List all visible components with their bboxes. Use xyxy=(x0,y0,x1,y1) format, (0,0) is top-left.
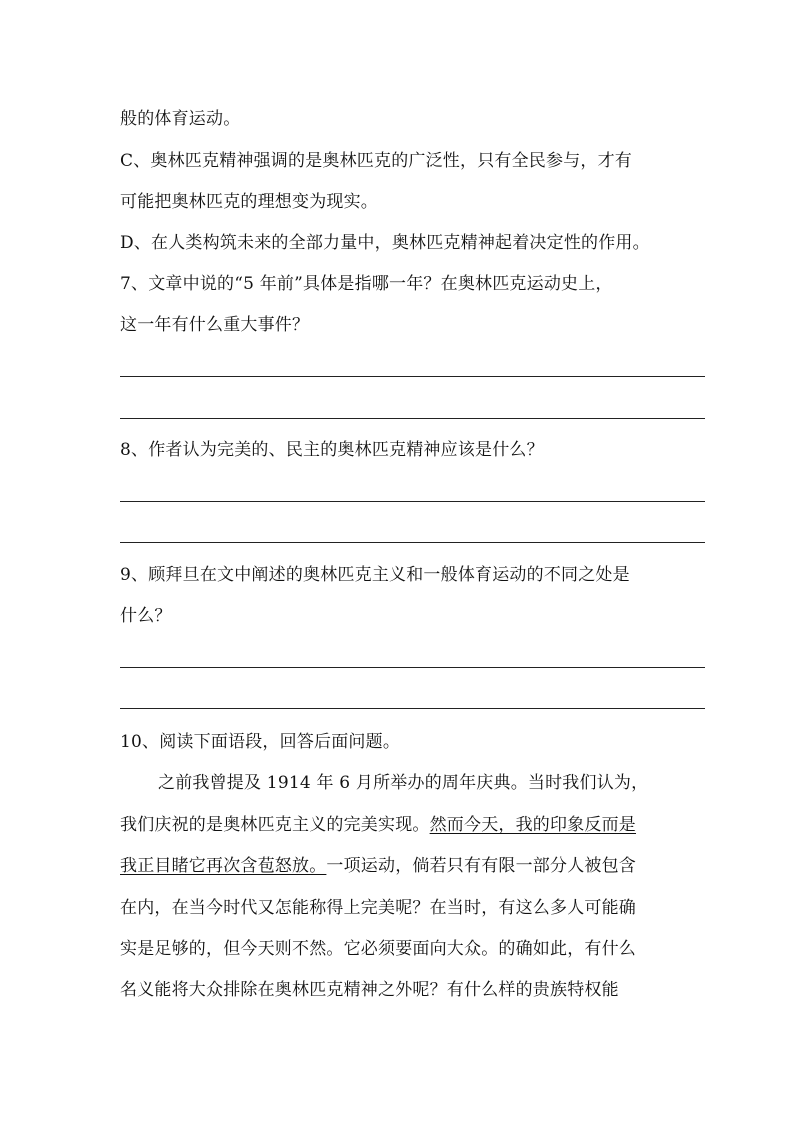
passage-line-5: 实是足够的，但今天则不然。它必须要面向大众。的确如此，有什么 xyxy=(120,939,636,959)
answer-line-q8-2[interactable] xyxy=(120,542,705,543)
text-line: 般的体育运动。 xyxy=(120,109,241,129)
answer-line-q7-2[interactable] xyxy=(120,418,705,419)
passage-line-2-text: 我们庆祝的是奥林匹克主义的完美实现。 xyxy=(120,815,430,835)
option-c-line-1: C、奥林匹克精神强调的是奥林匹克的广泛性，只有全民参与，才有 xyxy=(120,151,633,171)
passage-line-3-text: 一项运动，倘若只有有限一部分人被包含 xyxy=(326,856,637,876)
question-8: 8、作者认为完美的、民主的奥林匹克精神应该是什么？ xyxy=(120,440,544,460)
underlined-sentence-part-2: 我正目睹它再次含苞怒放。 xyxy=(120,856,327,876)
answer-line-q9-1[interactable] xyxy=(120,667,705,668)
passage-line-3 xyxy=(120,855,636,877)
answer-line-q7-1[interactable] xyxy=(120,376,705,377)
answer-line-q8-1[interactable] xyxy=(120,501,705,502)
passage-line-4: 在内，在当今时代又怎能称得上完美呢？在当时，有这么多人可能确 xyxy=(120,898,636,918)
passage-line-2 xyxy=(120,814,636,836)
question-7-line-2: 这一年有什么重大事件？ xyxy=(120,315,310,335)
question-10: 10、阅读下面语段，回答后面问题。 xyxy=(120,732,401,752)
passage-line-6: 名义能将大众排除在奥林匹克精神之外呢？有什么样的贵族特权能 xyxy=(120,980,619,1000)
option-d-line: D、在人类构筑未来的全部力量中，奥林匹克精神起着决定性的作用。 xyxy=(120,233,650,253)
question-9-line-1: 9、顾拜旦在文中阐述的奥林匹克主义和一般体育运动的不同之处是 xyxy=(120,565,630,585)
option-c-line-2: 可能把奥林匹克的理想变为现实。 xyxy=(120,192,378,212)
answer-line-q9-2[interactable] xyxy=(120,708,705,709)
question-7-line-1: 7、文章中说的“5 年前”具体是指哪一年？在奥林匹克运动史上， xyxy=(120,274,613,294)
passage-line-1: 之前我曾提及 1914 年 6 月所举办的周年庆典。当时我们认为， xyxy=(158,773,649,793)
question-9-line-2: 什么？ xyxy=(120,606,172,626)
underlined-sentence-part-1: 然而今天，我的印象反而是 xyxy=(429,815,637,835)
